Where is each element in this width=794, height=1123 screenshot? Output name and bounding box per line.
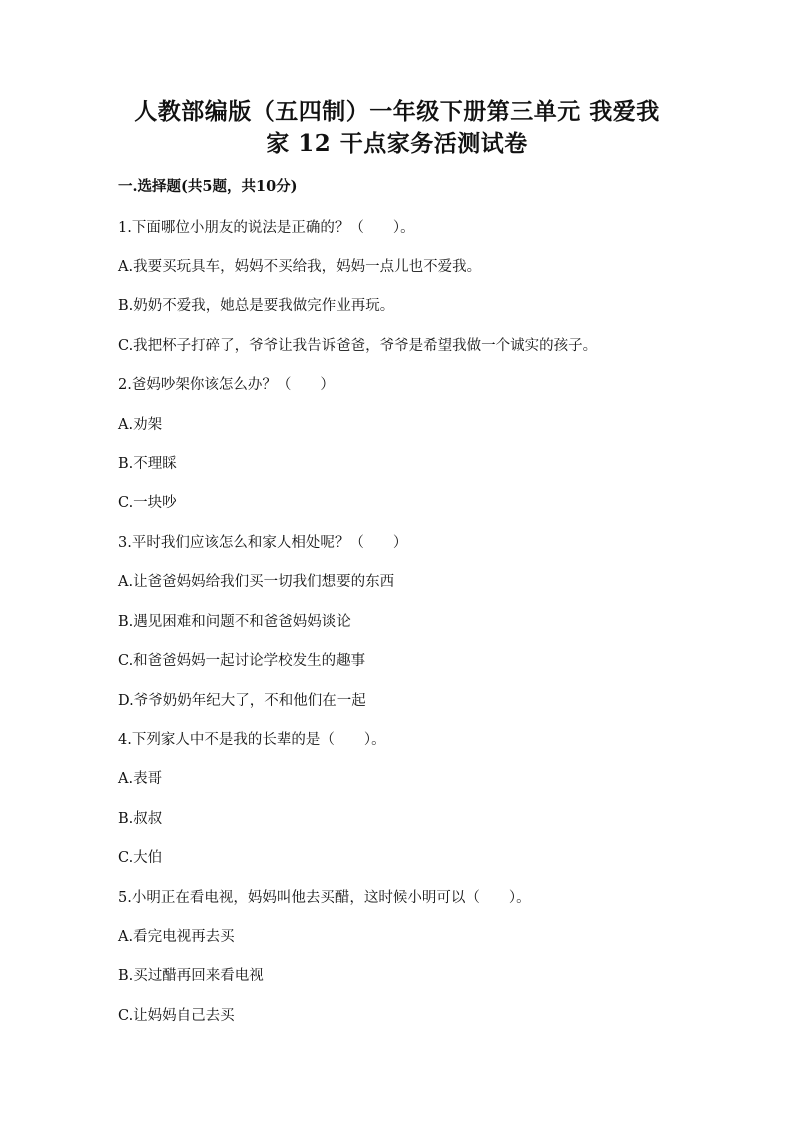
question-2-option-c: C.一块吵 — [118, 495, 177, 511]
question-5-option-c: C.让妈妈自己去买 — [118, 1008, 235, 1024]
question-1-option-a: A.我要买玩具车，妈妈不买给我，妈妈一点儿也不爱我。 — [118, 259, 482, 275]
question-5-stem: 5.小明正在看电视，妈妈叫他去买醋，这时候小明可以（ ）。 — [118, 890, 531, 906]
question-5-option-b: B.买过醋再回来看电视 — [118, 968, 264, 984]
question-5-option-a: A.看完电视再去买 — [118, 929, 235, 945]
question-1-stem: 1.下面哪位小朋友的说法是正确的？（ ）。 — [118, 220, 415, 236]
question-4-stem: 4.下列家人中不是我的长辈的是（ ）。 — [118, 732, 386, 748]
question-2-stem: 2.爸妈吵架你该怎么办？（ ） — [118, 377, 335, 393]
question-1-option-b: B.奶奶不爱我，她总是要我做完作业再玩。 — [118, 298, 395, 314]
section-heading: 一.选择题(共5题，共10分) — [118, 178, 298, 195]
document-title-line-2: 家 12 干点家务活测试卷 — [266, 130, 528, 157]
question-3-stem: 3.平时我们应该怎么和家人相处呢？（ ） — [118, 535, 408, 551]
question-2-option-a: A.劝架 — [118, 417, 163, 433]
question-2-option-b: B.不理睬 — [118, 456, 177, 472]
question-3-option-d: D.爷爷奶奶年纪大了，不和他们在一起 — [118, 693, 366, 709]
question-4-option-c: C.大伯 — [118, 850, 163, 866]
question-3-option-c: C.和爸爸妈妈一起讨论学校发生的趣事 — [118, 653, 366, 669]
question-3-option-a: A.让爸爸妈妈给我们买一切我们想要的东西 — [118, 574, 395, 590]
question-4-option-b: B.叔叔 — [118, 811, 163, 827]
question-4-option-a: A.表哥 — [118, 771, 163, 787]
question-3-option-b: B.遇见困难和问题不和爸爸妈妈谈论 — [118, 614, 351, 630]
question-1-option-c: C.我把杯子打碎了，爷爷让我告诉爸爸，爷爷是希望我做一个诚实的孩子。 — [118, 338, 598, 354]
document-title-line-1: 人教部编版（五四制）一年级下册第三单元 我爱我 — [134, 98, 660, 125]
